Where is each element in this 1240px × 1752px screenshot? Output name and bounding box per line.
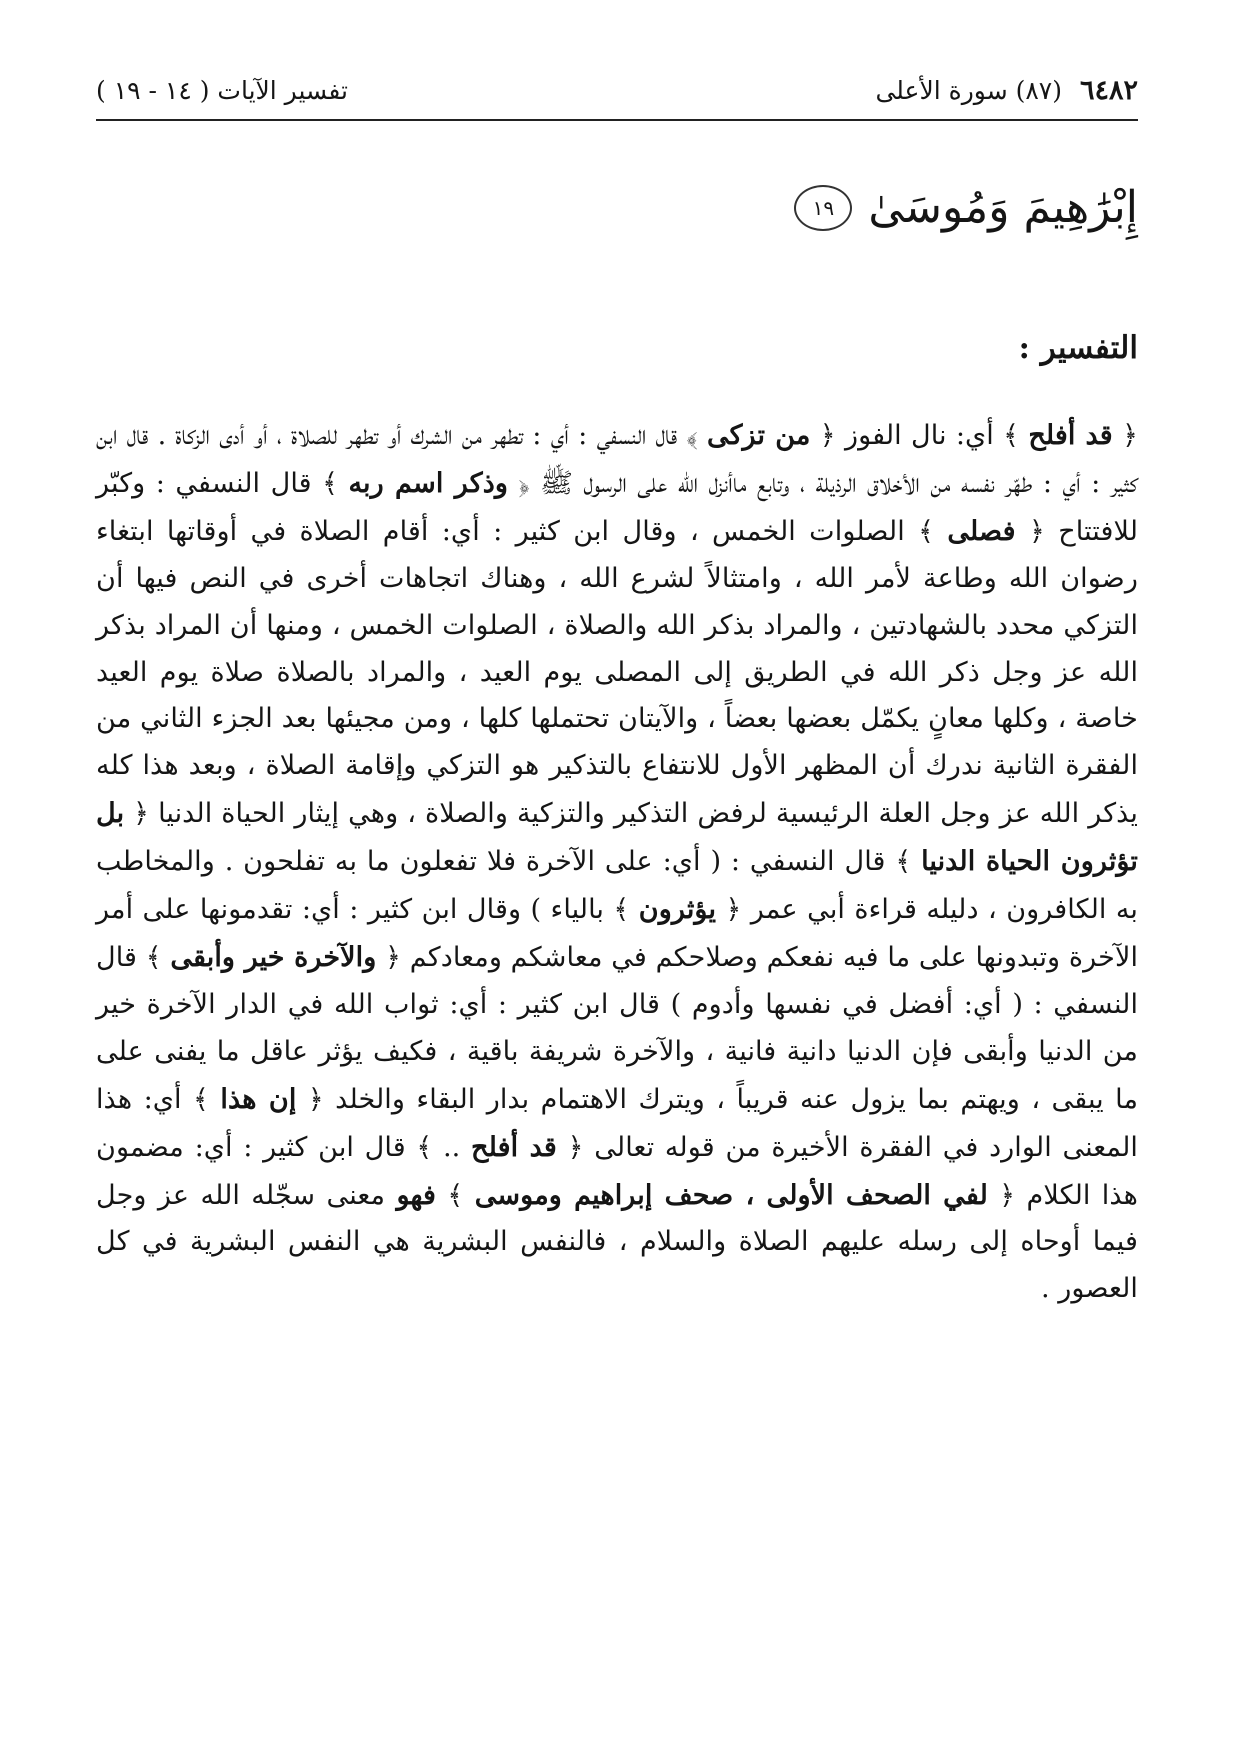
quran-quote: إن هذا — [220, 1082, 297, 1115]
verse-number-marker: ١٩ — [794, 185, 852, 231]
quran-quote: وذكر اسم ربه — [348, 466, 508, 499]
commentary-segment: ﴾ قال النسفي : وكبّر للافتتاح ﴿ — [96, 467, 1138, 547]
running-header — [96, 66, 1138, 114]
commentary-segment: .. ﴾ قال ابن كثير : أي: مضمون هذا الكلام ﴿ — [96, 1131, 1138, 1211]
commentary-segment: ﴿ — [1112, 420, 1138, 451]
header-rule — [96, 119, 1138, 121]
quran-quote: قد أفلح — [471, 1130, 557, 1163]
section-heading: التفسير : — [1018, 330, 1138, 366]
commentary-paragraph — [96, 412, 1138, 1313]
verses-range: تفسير الآيات ( ١٤ - ١٩ ) — [96, 75, 348, 105]
verse-text: إِبْرَٰهِيمَ وَمُوسَىٰ — [868, 182, 1138, 233]
quran-quote: فهو — [396, 1178, 437, 1211]
commentary-segment: ﴾ أي: نال الفوز ﴿ — [810, 420, 1029, 451]
quran-quote: فصلى — [947, 514, 1016, 547]
quran-quote: بل تؤثرون الحياة الدنيا — [96, 797, 1138, 878]
quran-quote: من تزكى — [706, 419, 811, 451]
surah-title: (٨٧) سورة الأعلى — [875, 75, 1062, 105]
quran-quote: والآخرة خير وأبقى — [170, 940, 377, 973]
quran-quote: قد أفلح — [1028, 419, 1113, 451]
commentary-segment: ﴾ قال النسفي : أي : تطهر من الشرك أو تطهر للصلاة ، أو أدى الزكاة . قال ابن كثير : أي : طهّر نفسه من الأخلاق الرذيلة ، وتابع ماأنزل الله على الرسول ﷺ ﴿ — [96, 420, 1138, 499]
commentary-segment: ﴾ بالياء ) وقال ابن كثير : أي: تقدمونها على أمر الآخرة وتبدونها على ما فيه نفعكم وصلاحكم في معاشكم ومعادكم ﴿ — [96, 894, 1139, 973]
commentary-segment: ﴾ الصلوات الخمس ، وقال ابن كثير : أي: أقام الصلاة في أوقاتها ابتغاء رضوان الله وطاعة لأمر الله ، وامتثالاً لشرع الله ، وهناك اتجاهات أخرى في النص فيها أن التزكي محدد بالشهادتين ، والمراد بذكر الله والصلاة ، الصلوات الخمس ، ومنها أن المراد بذكر الله عز وجل ذكر الله في الطريق إلى المصلى يوم العيد ، والمراد بالصلاة صلاة يوم العيد خاصة ، وكلها معانٍ يكمّل بعضها بعضاً ، والآيتان تحتملها كلها ، ومن مجيئها بعد الجزء الثاني من الفقرة الثانية ندرك أن المظهر الأول للانتفاع بالتذكير هو التزكي وإقامة الصلاة ، وبعد هذا كله يذكر الله عز وجل العلة الرئيسية لرفض التذكير والتزكية والصلاة ، وهي إيثار الحياة الدنيا ﴿ — [96, 515, 1138, 830]
quran-quote: يؤثرون — [638, 893, 717, 926]
page-number: ٦٤٨٢ — [1079, 74, 1138, 106]
commentary-segment: معنى سجّله الله عز وجل فيما أوحاه إلى رسله عليهم الصلاة والسلام ، فالنفس البشرية هي النفس البشرية في كل العصور . — [96, 1179, 1138, 1305]
quran-quote: لفي الصحف الأولى ، صحف إبراهيم وموسى — [474, 1178, 988, 1211]
commentary-segment: ﴾ قال النسفي : ( أي: أفضل في نفسها وأدوم ) قال ابن كثير : أي: ثواب الله في الدار الآخرة خير من الدنيا وأبقى فإن الدنيا دانية فانية ، والآخرة شريفة باقية ، فكيف يؤثر عاقل ما يفنى على ما يبقى ، ويهتم بما يزول عنه قريباً ، ويترك الاهتمام بدار البقاء والخلد ﴿ — [96, 941, 1139, 1115]
commentary-text — [96, 412, 1138, 1313]
commentary-segment: ﴾ أي: هذا المعنى الوارد في الفقرة الأخيرة من قوله تعالى ﴿ — [96, 1083, 1138, 1163]
commentary-segment: ﴾ — [436, 1179, 475, 1211]
commentary-segment: ﴾ قال النسفي : ( أي: على الآخرة فلا تفعلون ما به تفلحون . والمخاطب به الكافرون ، دليله قراءة أبي عمر ﴿ — [96, 846, 1138, 926]
header-right — [875, 75, 1138, 106]
verse-line — [794, 182, 1138, 233]
